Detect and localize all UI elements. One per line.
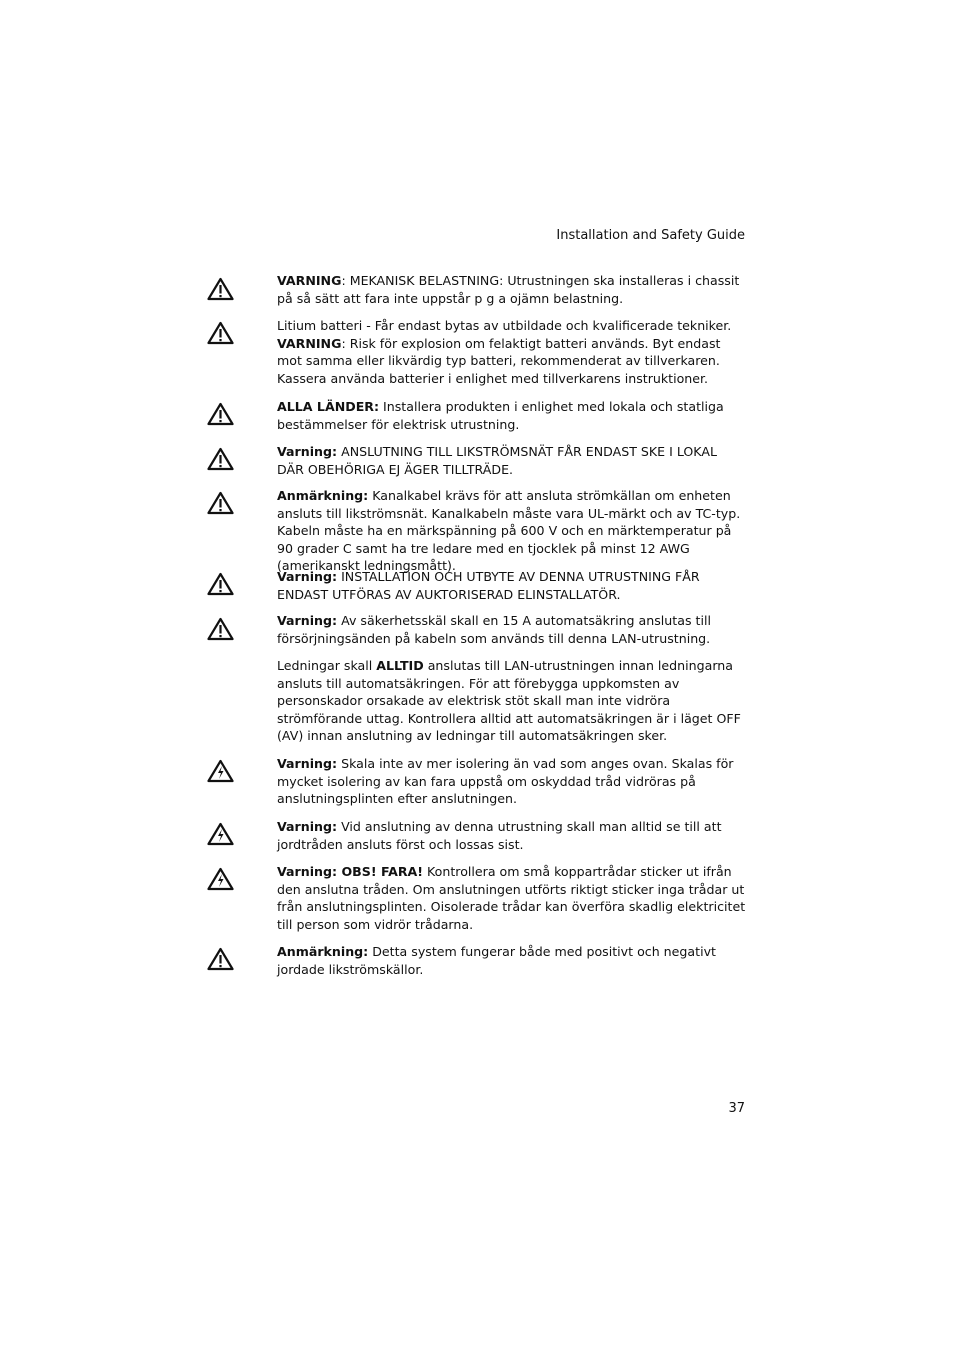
- warning-body: ANSLUTNING TILL LIKSTRÖMSNÄT FÅR ENDAST SKE I LOKAL DÄR OBEHÖRIGA EJ ÄGER TILLTRÄDE.: [277, 444, 717, 477]
- warning-triangle-icon: [207, 572, 234, 596]
- warning-text: [277, 317, 747, 387]
- warning-body: Kontrollera om små koppartrådar sticker ut ifrån den anslutna tråden. Om anslutningen utförts riktigt sticker inga trådar ut från anslutningsplinten. Oisolerade trådar kan överföra skadlig elektricitet till person som vidrör trådarna.: [277, 864, 746, 932]
- warning-lead: Anmärkning:: [277, 488, 369, 503]
- warning-lead: Varning:: [277, 756, 338, 771]
- warning-body: Kanalkabel krävs för att ansluta strömkällan om enheten ansluts till likströmsnät. Kanalkabeln måste vara UL-märkt och av TC-typ. Kabeln måste ha en märkspänning på 600 V och en märktemperatur på 90 grader C samt ha tre ledare med en tjocklek på minst 12 AWG (amerikanskt ledningsmått).: [277, 488, 741, 574]
- warning-text: [277, 612, 747, 647]
- warning-lead: Varning: OBS! FARA!: [277, 864, 424, 879]
- warning-lead: ALLA LÄNDER:: [277, 399, 380, 414]
- warning-body: Skala inte av mer isolering än vad som anges ovan. Skalas för mycket isolering av kan fara uppstå om oskyddad tråd vidröras på anslutningsplinten efter anslutningen.: [277, 756, 734, 807]
- warning-lead: Varning:: [277, 444, 338, 459]
- warning-lead: VARNING: [277, 273, 342, 288]
- warning-lead: VARNING: [277, 335, 342, 351]
- electric-shock-warning-icon: [207, 867, 234, 891]
- warning-text: [277, 487, 747, 575]
- electric-shock-warning-icon: [207, 822, 234, 846]
- page-number: 37: [728, 1101, 745, 1116]
- warning-triangle-icon: [207, 402, 234, 426]
- warning-text: [277, 398, 747, 433]
- warning-text: [277, 657, 747, 745]
- warning-lead: ALLTID: [376, 658, 424, 673]
- warning-triangle-icon: [207, 321, 234, 345]
- warning-body: : MEKANISK BELASTNING: Utrustningen ska installeras i chassit på så sätt att fara inte uppstår p g a ojämn belastning.: [277, 273, 740, 306]
- warning-lead: Varning:: [277, 613, 338, 628]
- warning-body: Av säkerhetsskäl skall en 15 A automatsäkring anslutas till försörjningsänden på kabeln som används till denna LAN-utrustning.: [277, 613, 711, 646]
- warning-body: Installera produkten i enlighet med lokala och statliga bestämmelser för elektrisk utrustning.: [277, 399, 724, 432]
- running-header: Installation and Safety Guide: [556, 228, 745, 243]
- warning-lead: Anmärkning:: [277, 944, 369, 959]
- warning-triangle-icon: [207, 447, 234, 471]
- warning-preface: Litium batteri - Får endast bytas av utbildade och kvalificerade tekniker.: [277, 318, 732, 333]
- warning-body: anslutas till LAN-utrustningen innan ledningarna ansluts till automatsäkringen. För att förebygga uppkomsten av personskador orsakade av elektrisk stöt skall man inte vidröra strömförande uttag. Kontrollera alltid att automatsäkringen är i läget OFF (AV) innan anslutning av ledningar till automatsäkringen sker.: [277, 658, 741, 744]
- warning-text: [277, 943, 747, 978]
- warning-text: [277, 863, 747, 933]
- warning-body: Detta system fungerar både med positivt och negativt jordade likströmskällor.: [277, 944, 716, 977]
- warning-lead: Varning:: [277, 819, 338, 834]
- warning-triangle-icon: [207, 277, 234, 301]
- warning-lead: Varning:: [277, 569, 338, 584]
- warning-body: : Risk för explosion om felaktigt batteri används. Byt endast mot samma eller likvärdig typ batteri, rekommenderat av tillverkaren. Kassera använda batterier i enlighet med tillverkarens instruktioner.: [277, 335, 721, 386]
- warning-text: [277, 443, 747, 478]
- warning-triangle-icon: [207, 617, 234, 641]
- warning-text: [277, 818, 747, 853]
- warning-triangle-icon: [207, 491, 234, 515]
- warning-preface: Ledningar skall: [277, 658, 377, 673]
- warning-body: INSTALLATION OCH UTBYTE AV DENNA UTRUSTNING FÅR ENDAST UTFÖRAS AV AUKTORISERAD ELINSTALLATÖR.: [277, 569, 700, 602]
- warning-body: Vid anslutning av denna utrustning skall man alltid se till att jordtråden ansluts först och lossas sist.: [277, 819, 722, 852]
- warning-text: [277, 568, 747, 603]
- warning-text: [277, 272, 747, 307]
- electric-shock-warning-icon: [207, 759, 234, 783]
- warning-text: [277, 755, 747, 808]
- warning-triangle-icon: [207, 947, 234, 971]
